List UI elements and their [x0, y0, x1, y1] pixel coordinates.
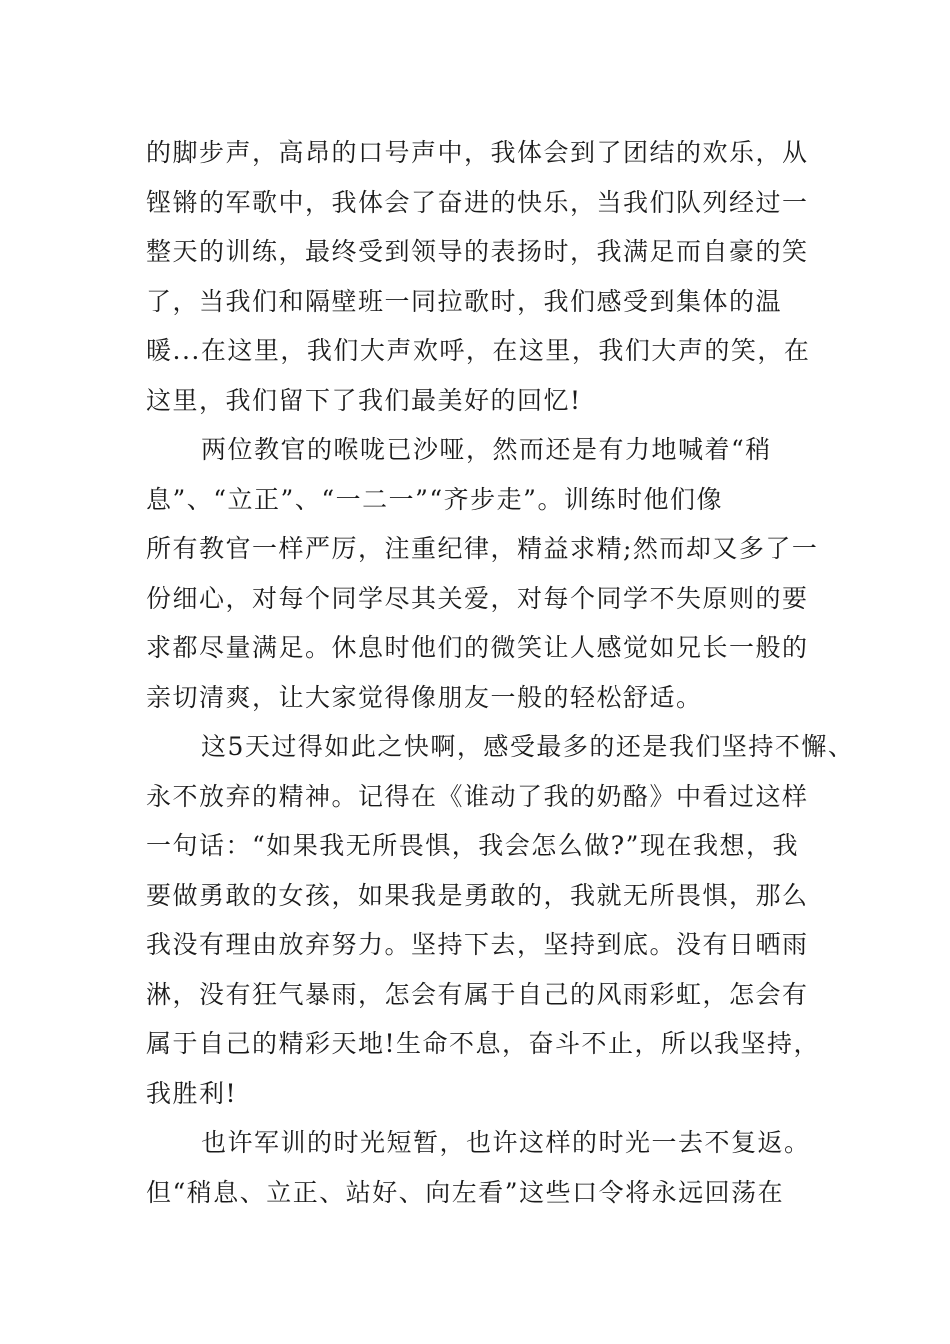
text-line: 了，当我们和隔壁班一同拉歌时，我们感受到集体的温: [146, 286, 783, 316]
paragraph-first-line: 这5天过得如此之快啊，感受最多的还是我们坚持不懈、: [201, 732, 855, 761]
text-line: 份细心，对每个同学尽其关爱，对每个同学不失原则的要: [146, 583, 809, 613]
text-line: 的脚步声，高昂的口号声中，我体会到了团结的欢乐，从: [146, 138, 809, 167]
text-line: 要做勇敢的女孩，如果我是勇敢的，我就无所畏惧，那么: [146, 880, 809, 910]
paragraph-first-line: 也许军训的时光短暂，也许这样的时光一去不复返。: [201, 1128, 811, 1157]
text-line: 但“稍息、立正、站好、向左看”这些口令将永远回荡在: [146, 1177, 785, 1207]
text-line: 息”、“立正”、“一二一”“齐步走”。训练时他们像: [146, 484, 723, 514]
text-line: 属于自己的精彩天地!生命不息，奋斗不止，所以我坚持，: [146, 1029, 821, 1058]
text-line: 铿锵的军歌中，我体会了奋进的快乐，当我们队列经过一: [146, 187, 809, 217]
text-line: 暖...在这里，我们大声欢呼，在这里，我们大声的笑，在: [146, 336, 811, 365]
text-line: 永不放弃的精神。记得在《谁动了我的奶酪》中看过这样: [146, 781, 809, 811]
text-line: 淋，没有狂气暴雨，怎会有属于自己的风雨彩虹，怎会有: [146, 979, 809, 1009]
text-line: 亲切清爽，让大家觉得像朋友一般的轻松舒适。: [146, 682, 703, 712]
text-line: 一句话：“如果我无所畏惧，我会怎么做?”现在我想，我: [146, 831, 799, 860]
text-line: 我没有理由放弃努力。坚持下去，坚持到底。没有日晒雨: [146, 930, 809, 959]
text-line: 所有教官一样严厉，注重纪律，精益求精;然而却又多了一: [146, 534, 819, 563]
text-line: 求都尽量满足。休息时他们的微笑让人感觉如兄长一般的: [146, 633, 809, 662]
body-text: [146, 128, 855, 1217]
paragraph-first-line: 两位教官的喉咙已沙哑，然而还是有力地喊着“稍: [201, 435, 772, 464]
text-line: 整天的训练，最终受到领导的表扬时，我满足而自豪的笑: [146, 237, 809, 266]
text-line: 我胜利!: [146, 1078, 238, 1108]
text-line: 这里，我们留下了我们最美好的回忆!: [146, 385, 582, 415]
